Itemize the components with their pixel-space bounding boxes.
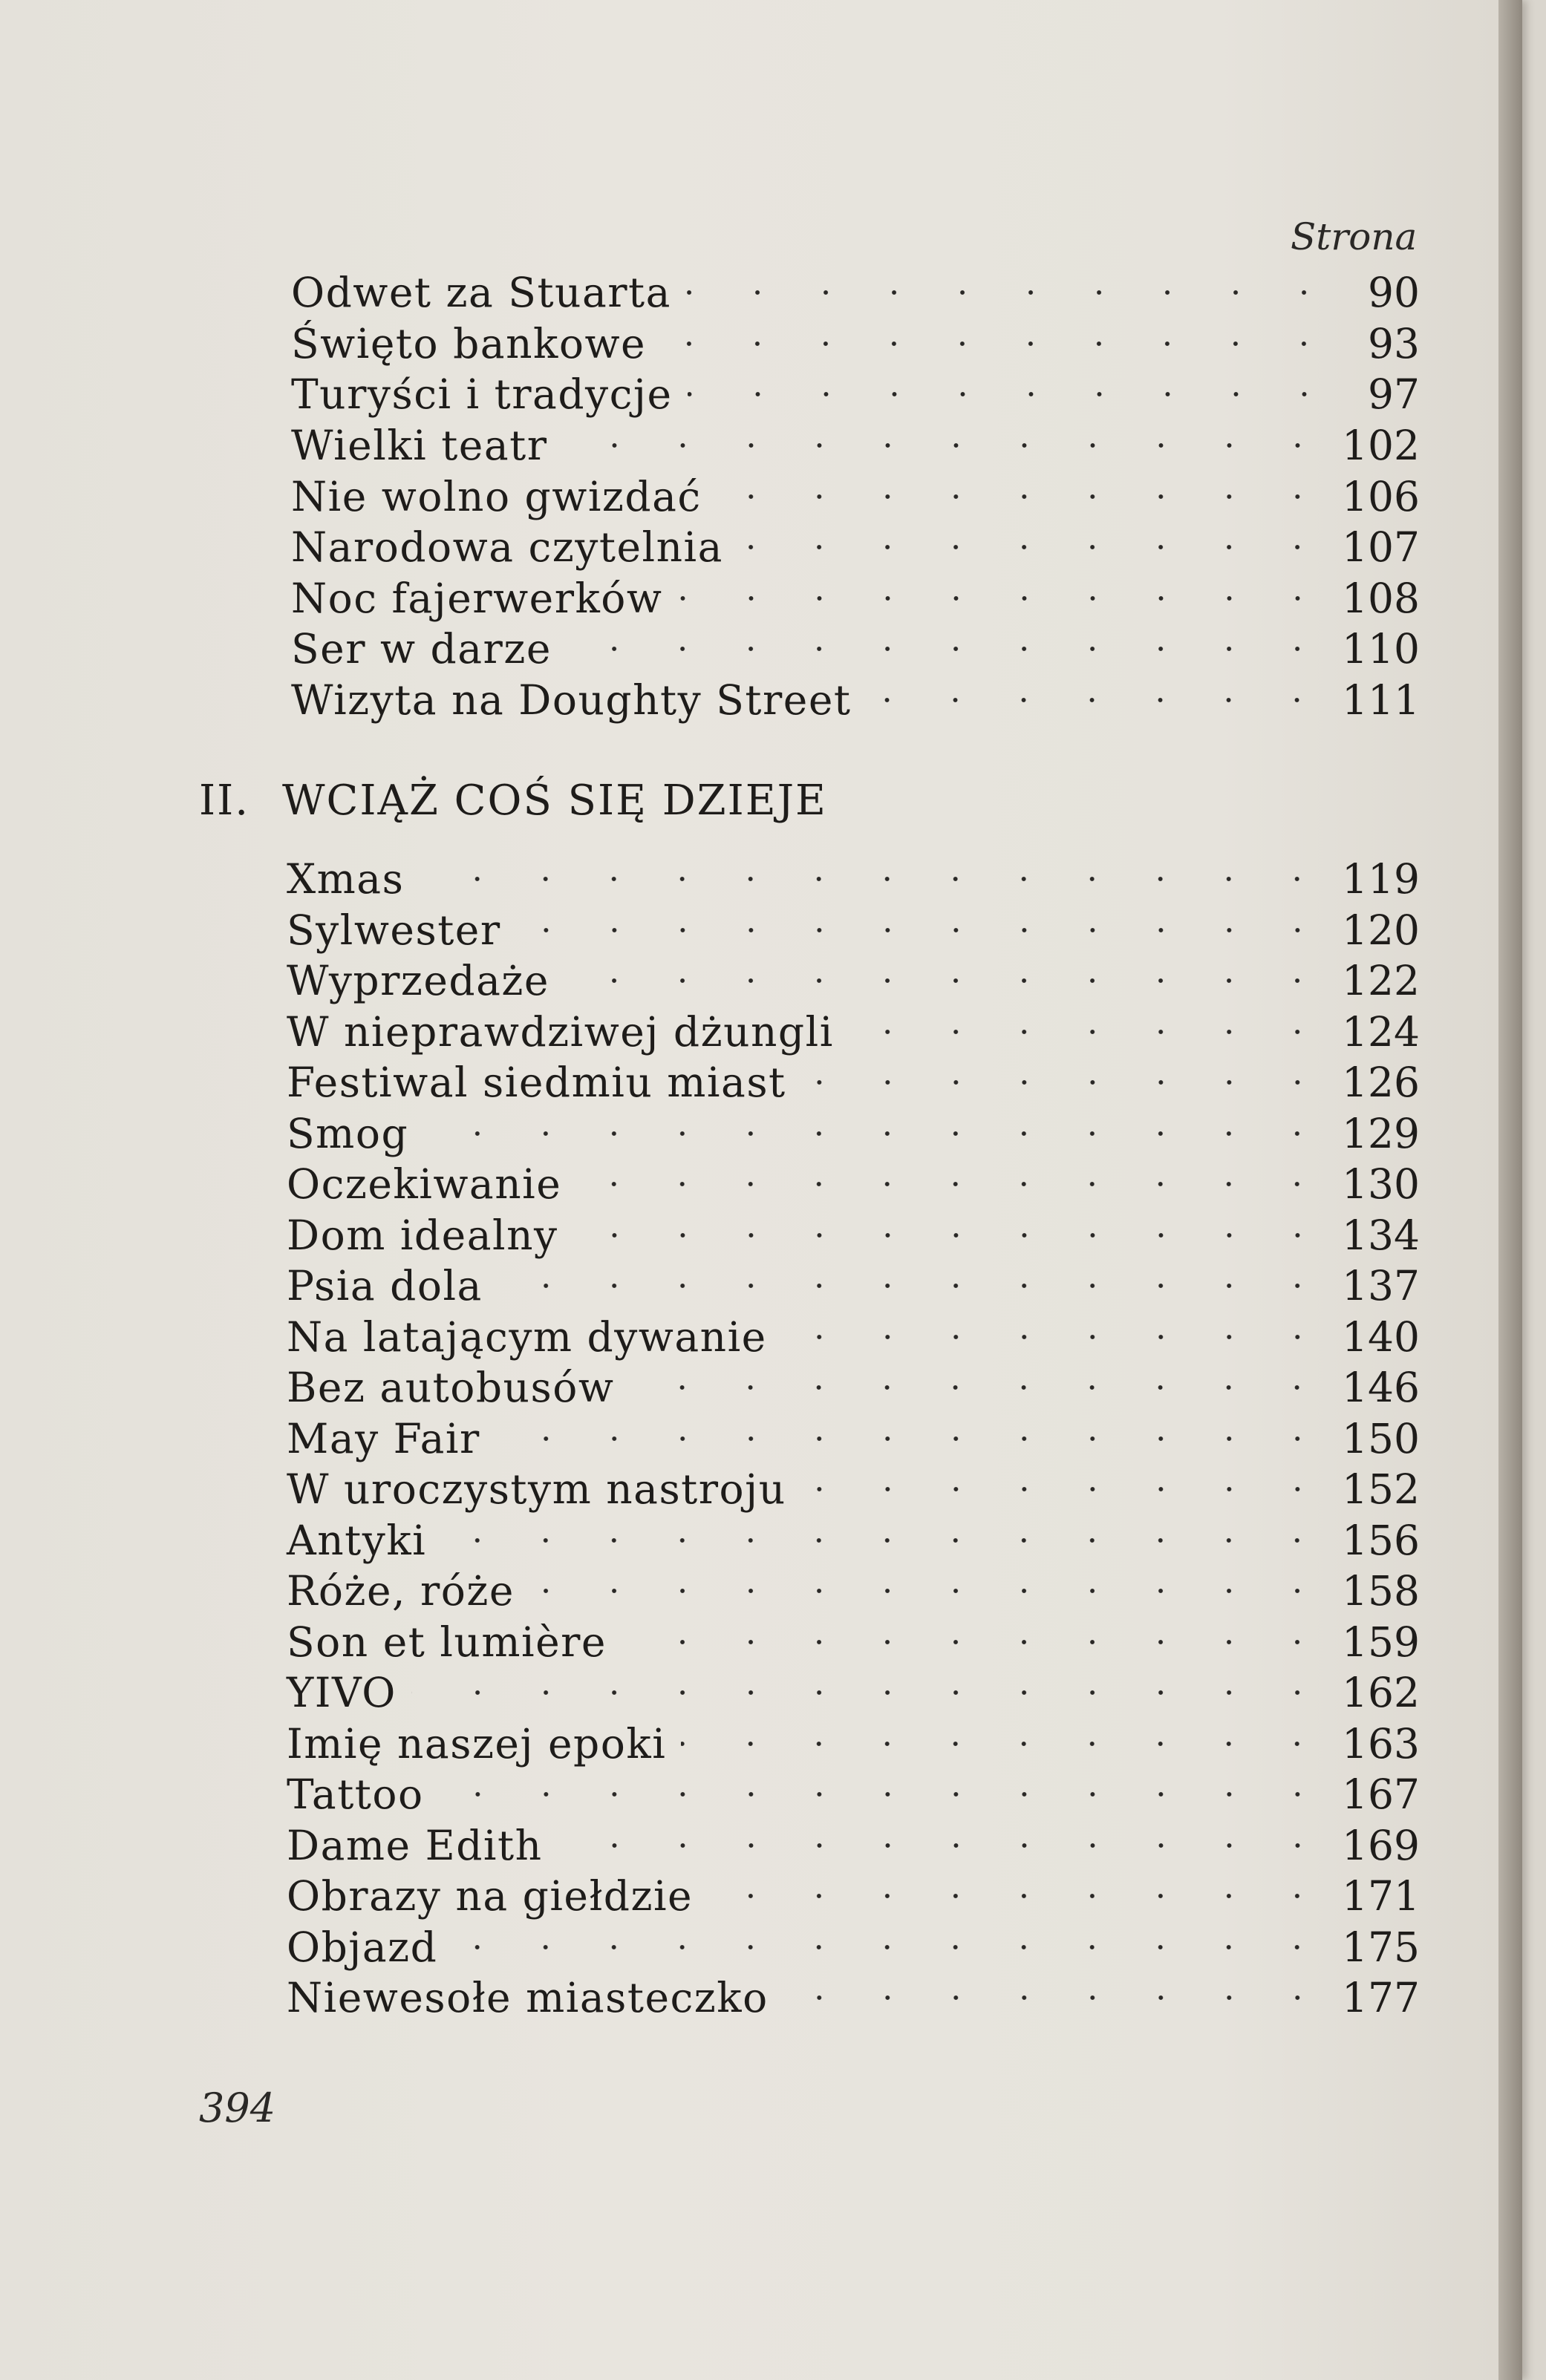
- toc-entry-title: Son et lumière: [287, 1618, 607, 1666]
- toc-entry-title: Wielki teatr: [291, 422, 548, 470]
- toc-entry-title: May Fair: [287, 1414, 480, 1462]
- toc-entry-page: 162: [1342, 1669, 1420, 1717]
- toc-entry-title: Róże, róże: [287, 1567, 515, 1615]
- toc-entry: [291, 471, 1420, 522]
- section-numeral: II.: [199, 777, 250, 825]
- toc-entry: [291, 573, 1420, 624]
- toc-entry-page: 126: [1342, 1059, 1420, 1107]
- toc-entry-title: Obrazy na giełdzie: [287, 1872, 694, 1920]
- toc-entry: [287, 1261, 1420, 1312]
- toc-entry-page: 130: [1342, 1160, 1420, 1209]
- toc-entry-page: 137: [1342, 1262, 1420, 1310]
- toc-entry: [287, 854, 1420, 905]
- toc-entry: [287, 1566, 1420, 1617]
- toc-entry-page: 158: [1342, 1567, 1420, 1615]
- dot-leader: [801, 1482, 1331, 1497]
- toc-entry-page: 108: [1342, 574, 1420, 622]
- toc-entry-page: 102: [1342, 422, 1420, 470]
- toc-entry-title: Xmas: [287, 855, 405, 903]
- toc-entry: [287, 905, 1420, 956]
- dot-leader: [423, 1126, 1331, 1141]
- dot-leader: [622, 1635, 1331, 1650]
- toc-entry-title: Objazd: [287, 1923, 438, 1971]
- toc-entry-page: 169: [1342, 1821, 1420, 1869]
- dot-leader: [801, 1075, 1331, 1090]
- toc-entry: [287, 1312, 1420, 1363]
- toc-entry: [287, 1922, 1420, 1973]
- toc-entry: [287, 1057, 1420, 1108]
- toc-entry-page: 159: [1342, 1618, 1420, 1666]
- dot-leader: [849, 1024, 1331, 1039]
- toc-entry: [287, 1871, 1420, 1922]
- toc-entry-page: 110: [1342, 625, 1420, 673]
- dot-leader: [529, 1583, 1331, 1598]
- toc-entry: [287, 1719, 1420, 1770]
- toc-entry-title: Oczekiwanie: [287, 1160, 562, 1209]
- dot-leader: [783, 1990, 1331, 2005]
- dot-leader: [708, 1889, 1331, 1903]
- dot-leader: [782, 1330, 1331, 1344]
- toc-entry: [287, 1007, 1420, 1058]
- toc-entry-title: Święto bankowe: [291, 319, 647, 367]
- toc-entry-title: Wyprzedaże: [287, 957, 549, 1005]
- dot-leader: [563, 438, 1331, 453]
- toc-entry-page: 171: [1342, 1872, 1420, 1920]
- toc-entry-title: Nie wolno gwizdać: [291, 472, 702, 520]
- toc-entry-title: Noc fajerwerków: [291, 574, 663, 622]
- toc-entry: [287, 1515, 1420, 1566]
- page-edge: [1498, 0, 1522, 2380]
- toc-entry-title: Sylwester: [287, 906, 501, 954]
- toc-entry: [291, 369, 1420, 420]
- toc-entry-title: Turyści i tradycje: [291, 370, 673, 419]
- dot-leader: [564, 973, 1331, 988]
- toc-entry-title: Bez autobusów: [287, 1364, 615, 1412]
- toc-entry-page: 156: [1342, 1516, 1420, 1564]
- toc-entry: [291, 522, 1420, 573]
- toc-section-2: [287, 854, 1420, 2024]
- toc-entry: [287, 1108, 1420, 1160]
- toc-entry-title: W uroczystym nastroju: [287, 1465, 786, 1514]
- toc-entry-title: Festiwal siedmiu miast: [287, 1059, 786, 1107]
- toc-entry-page: 140: [1342, 1312, 1420, 1361]
- dot-leader: [558, 1838, 1331, 1853]
- toc-entry-page: 93: [1368, 319, 1420, 367]
- toc-entry-page: 134: [1342, 1211, 1420, 1259]
- dot-leader: [441, 1533, 1331, 1548]
- toc-entry: [291, 318, 1420, 370]
- toc-entry-title: YIVO: [287, 1669, 397, 1717]
- toc-entry-page: 129: [1342, 1109, 1420, 1157]
- toc-entry-page: 122: [1342, 957, 1420, 1005]
- toc-entry-title: Psia dola: [287, 1262, 483, 1310]
- dot-leader: [573, 1228, 1331, 1243]
- toc-entry-title: Ser w darze: [291, 625, 552, 673]
- toc-entry-title: Dom idealny: [287, 1211, 558, 1259]
- dot-leader: [419, 872, 1331, 886]
- dot-leader: [567, 641, 1331, 656]
- dot-leader: [678, 591, 1332, 606]
- toc-entry: [291, 420, 1420, 471]
- toc-entry-page: 90: [1368, 269, 1420, 317]
- dot-leader: [439, 1787, 1331, 1802]
- toc-entry: [287, 1210, 1420, 1261]
- dot-leader: [738, 540, 1331, 555]
- dot-leader: [681, 1736, 1331, 1751]
- toc-entry-title: Imię naszej epoki: [287, 1719, 667, 1768]
- toc-entry-page: 150: [1342, 1414, 1420, 1462]
- toc-entry-page: 119: [1342, 855, 1420, 903]
- dot-leader: [411, 1685, 1331, 1700]
- dot-leader: [866, 693, 1331, 707]
- toc-entry: [287, 955, 1420, 1007]
- toc-entry-title: Na latającym dywanie: [287, 1312, 767, 1361]
- toc-entry: [291, 267, 1420, 318]
- toc-entry-title: Niewesołe miasteczko: [287, 1974, 769, 2022]
- section-heading: [199, 777, 827, 825]
- toc-entry-title: Antyki: [287, 1516, 427, 1564]
- dot-leader: [686, 285, 1338, 300]
- toc-entry-title: Smog: [287, 1109, 409, 1157]
- toc-entry-title: W nieprawdziwej dżungli: [287, 1007, 834, 1056]
- toc-entry-page: 177: [1342, 1974, 1420, 2022]
- toc-entry: [291, 675, 1420, 726]
- toc-entry: [287, 1362, 1420, 1413]
- toc-entry-page: 120: [1342, 906, 1420, 954]
- toc-entry: [287, 1617, 1420, 1668]
- toc-entry-title: Odwet za Stuarta: [291, 269, 671, 317]
- dot-leader: [688, 387, 1338, 402]
- toc-entry: [287, 1464, 1420, 1515]
- toc-entry: [287, 1972, 1420, 2024]
- toc-entry-page: 167: [1342, 1771, 1420, 1819]
- toc-entry-title: Wizyta na Doughty Street: [291, 676, 852, 725]
- toc-entry-page: 152: [1342, 1465, 1420, 1514]
- toc-entry: [287, 1667, 1420, 1719]
- toc-entry-title: Dame Edith: [287, 1821, 543, 1869]
- toc-entry-page: 97: [1368, 370, 1420, 419]
- toc-entry-title: Narodowa czytelnia: [291, 523, 723, 572]
- toc-entry: [287, 1820, 1420, 1871]
- page-number: 394: [199, 2085, 276, 2131]
- toc-entry-page: 107: [1342, 523, 1420, 572]
- toc-entry-page: 106: [1342, 472, 1420, 520]
- dot-leader: [629, 1380, 1331, 1395]
- toc-entry-page: 124: [1342, 1007, 1420, 1056]
- dot-leader: [452, 1940, 1331, 1955]
- section-title: WCIĄŻ COŚ SIĘ DZIEJE: [282, 777, 827, 825]
- toc-entry-page: 146: [1342, 1364, 1420, 1412]
- dot-leader: [717, 489, 1331, 504]
- toc-entry-page: 175: [1342, 1923, 1420, 1971]
- dot-leader: [576, 1177, 1331, 1191]
- toc-entry-title: Tattoo: [287, 1771, 424, 1819]
- dot-leader: [495, 1431, 1331, 1446]
- toc-entry: [287, 1413, 1420, 1465]
- toc-entry: [291, 624, 1420, 675]
- page-column-header: Strona: [1291, 215, 1418, 258]
- toc-entry-page: 163: [1342, 1719, 1420, 1768]
- toc-entry: [287, 1159, 1420, 1210]
- dot-leader: [498, 1278, 1331, 1293]
- toc-section-1: [291, 267, 1420, 725]
- dot-leader: [516, 923, 1331, 938]
- toc-entry: [287, 1769, 1420, 1820]
- dot-leader: [661, 336, 1338, 351]
- toc-entry-page: 111: [1342, 676, 1420, 725]
